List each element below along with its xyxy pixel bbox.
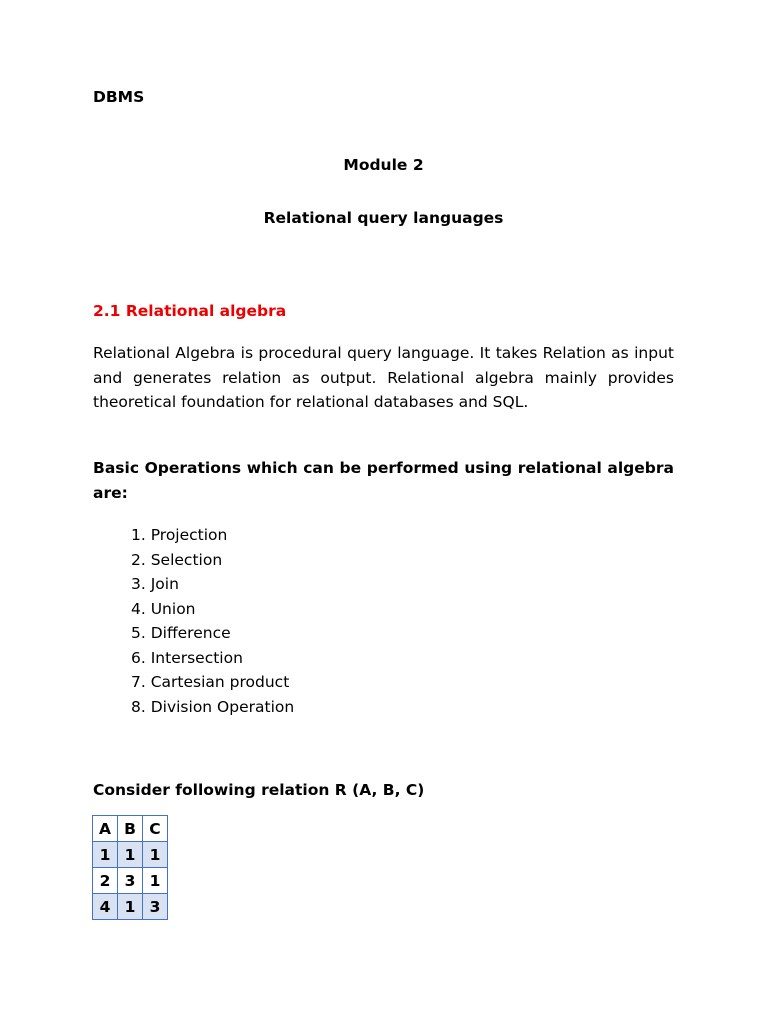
list-item: 3. Join xyxy=(131,575,179,593)
list-item: 6. Intersection xyxy=(131,648,243,667)
section-heading: 2.1 Relational algebra xyxy=(93,302,287,320)
list-item: 7. Cartesian product xyxy=(131,673,290,691)
relation-table xyxy=(92,815,168,920)
module-subtitle: Relational query languages xyxy=(263,209,504,227)
table-row xyxy=(93,842,168,868)
list-item: 5. Difference xyxy=(131,624,231,642)
list-item: 2. Selection xyxy=(131,550,223,569)
operations-heading: Basic Operations which can be performed using relational algebra are: xyxy=(93,459,674,502)
module-title: Module 2 xyxy=(343,156,424,174)
table-cell: 3 xyxy=(143,894,168,920)
table-row xyxy=(93,868,168,894)
table-cell: 2 xyxy=(93,868,118,894)
list-item: 4. Union xyxy=(131,599,196,618)
relation-caption: Consider following relation R (A, B, C) xyxy=(93,781,425,799)
list-item: 1. Projection xyxy=(131,526,228,544)
intro-paragraph: Relational Algebra is procedural query language. It takes Relation as input and generates relation as output. Relational algebra mainly provides theoretical foundation for relational databases and SQL. xyxy=(93,344,674,411)
table-cell: 1 xyxy=(118,894,143,920)
table-cell: 1 xyxy=(143,868,168,894)
table-cell: 1 xyxy=(143,842,168,868)
column-header: B xyxy=(118,816,143,842)
column-header: C xyxy=(143,816,168,842)
table-header-row xyxy=(93,816,168,842)
table-cell: 3 xyxy=(118,868,143,894)
table-cell: 1 xyxy=(93,842,118,868)
column-header: A xyxy=(93,816,118,842)
table-cell: 1 xyxy=(118,842,143,868)
table-row xyxy=(93,894,168,920)
table-cell: 4 xyxy=(93,894,118,920)
list-item: 8. Division Operation xyxy=(131,697,295,716)
operations-list xyxy=(131,523,294,719)
document-label: DBMS xyxy=(93,88,145,106)
